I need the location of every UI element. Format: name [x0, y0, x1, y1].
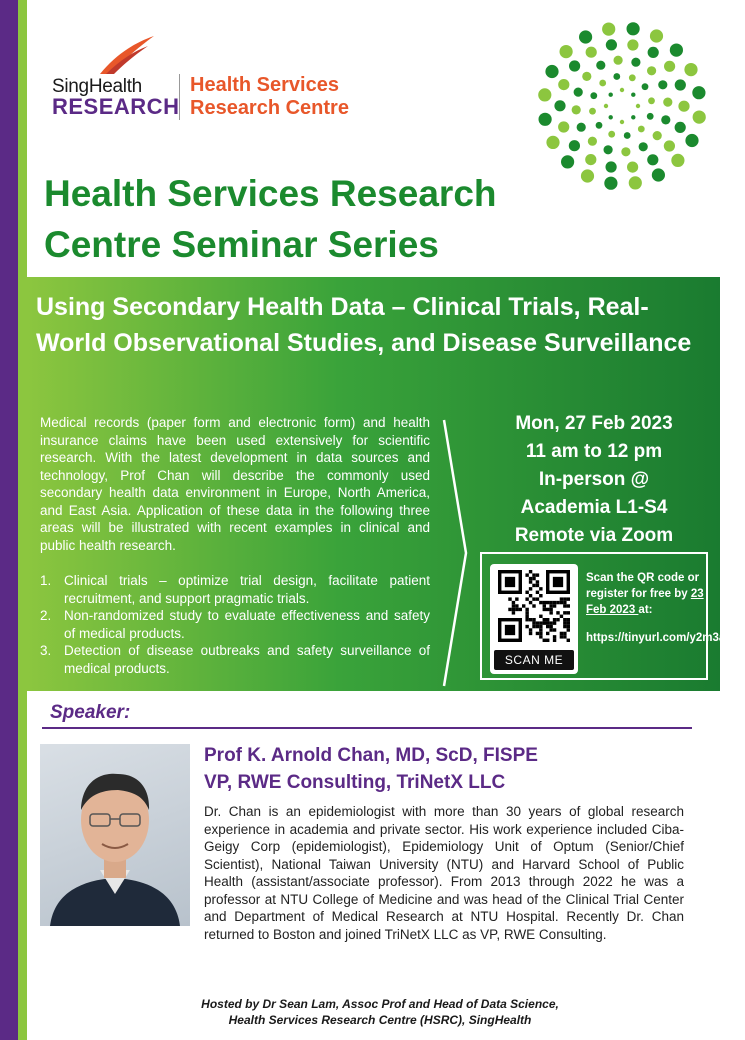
logo-divider [179, 74, 180, 120]
avatar [40, 744, 190, 926]
logo-centre-line2: Research Centre [190, 97, 349, 119]
speaker-role: VP, RWE Consulting, TriNetX LLC [204, 772, 506, 793]
speaker-bio: Dr. Chan is an epidemiologist with more than 30 years of global research experience in academia and private sector. His work experience included Ciba-Geigy Corp (epidemiologist), Epidemiology Unit of Optum (Senior/Chief Scientist), National Taiwan University (NTU) and Harvard School of Public Health (assistant/associate professor). From 2013 through 2022 he was a professor at NTU College of Medicine and was head of the Clinical Trial Center and Department of Medical Research at NTU Hospital. Recently Dr. Chan returned to Boston and joined TriNetX LLC as VP, RWE Consulting. [204, 804, 684, 942]
divider [42, 727, 692, 729]
logo-centre-line1: Health Services [190, 74, 339, 96]
qr-card[interactable] [490, 564, 578, 674]
speaker-name: Prof K. Arnold Chan, MD, ScD, FISPE VP, RWE Consulting, TriNetX LLC [204, 742, 538, 796]
singhealth-logo [52, 34, 362, 124]
event-remote: Remote via Zoom [514, 525, 674, 546]
event-inperson: In-person @ [538, 469, 650, 490]
event-time: 11 am to 12 pm [525, 441, 663, 462]
left-accent-bar-green [18, 0, 27, 1040]
registration-box [480, 552, 745, 680]
key-points-list [40, 572, 430, 677]
register-link[interactable]: https://tinyurl.com/y2m3a674 [586, 632, 745, 644]
list-item: 3. Detection of disease outbreaks and safety surveillance of medical products. [40, 643, 430, 676]
qr-code-icon[interactable] [498, 570, 570, 642]
host-credit: Hosted by Dr Sean Lam, Assoc Prof and Head of Data Science, Health Services Research Centre (HSRC), SingHealth [201, 997, 559, 1027]
list-item: 2. Non-randomized study to evaluate effectiveness and safety of medical products. [40, 608, 430, 641]
talk-title: Using Secondary Health Data – Clinical Trials, Real-World Observational Studies, and Disease Surveillance [36, 293, 692, 357]
logo-research: RESEARCH [52, 94, 180, 119]
event-venue: Academia L1-S4 [520, 497, 668, 518]
left-accent-bar [0, 0, 18, 1040]
speaker-heading: Speaker: [50, 702, 131, 723]
swoosh-icon [96, 34, 156, 78]
list-item: 1. Clinical trials – optimize trial design, facilitate patient recruitment, and support pragmatic trials. [40, 573, 430, 606]
abstract: Medical records (paper form and electronic form) and health insurance claims have been used extensively for scientific research. With the latest development in data sources and technology, Prof Chan will describe the commonly used secondary health data environment in Europe, North America, and East Asia. Application of these data in the following three areas will be illustrated with recent examples in clinical and public health research. [40, 415, 430, 553]
chevron-right-icon [440, 418, 470, 688]
register-deadline: 23 Feb 2023 [586, 588, 704, 616]
speaker-photo [40, 744, 190, 926]
page-title: Health Services Research Centre Seminar Series [44, 173, 497, 265]
event-date: Mon, 27 Feb 2023 [515, 413, 673, 434]
logo-singhealth: SingHealth [52, 76, 142, 97]
register-instructions: Scan the QR code or register for free by 23 Feb 2023 at: [586, 572, 704, 616]
event-details [478, 410, 710, 550]
scan-me-label: SCAN ME [494, 650, 574, 670]
